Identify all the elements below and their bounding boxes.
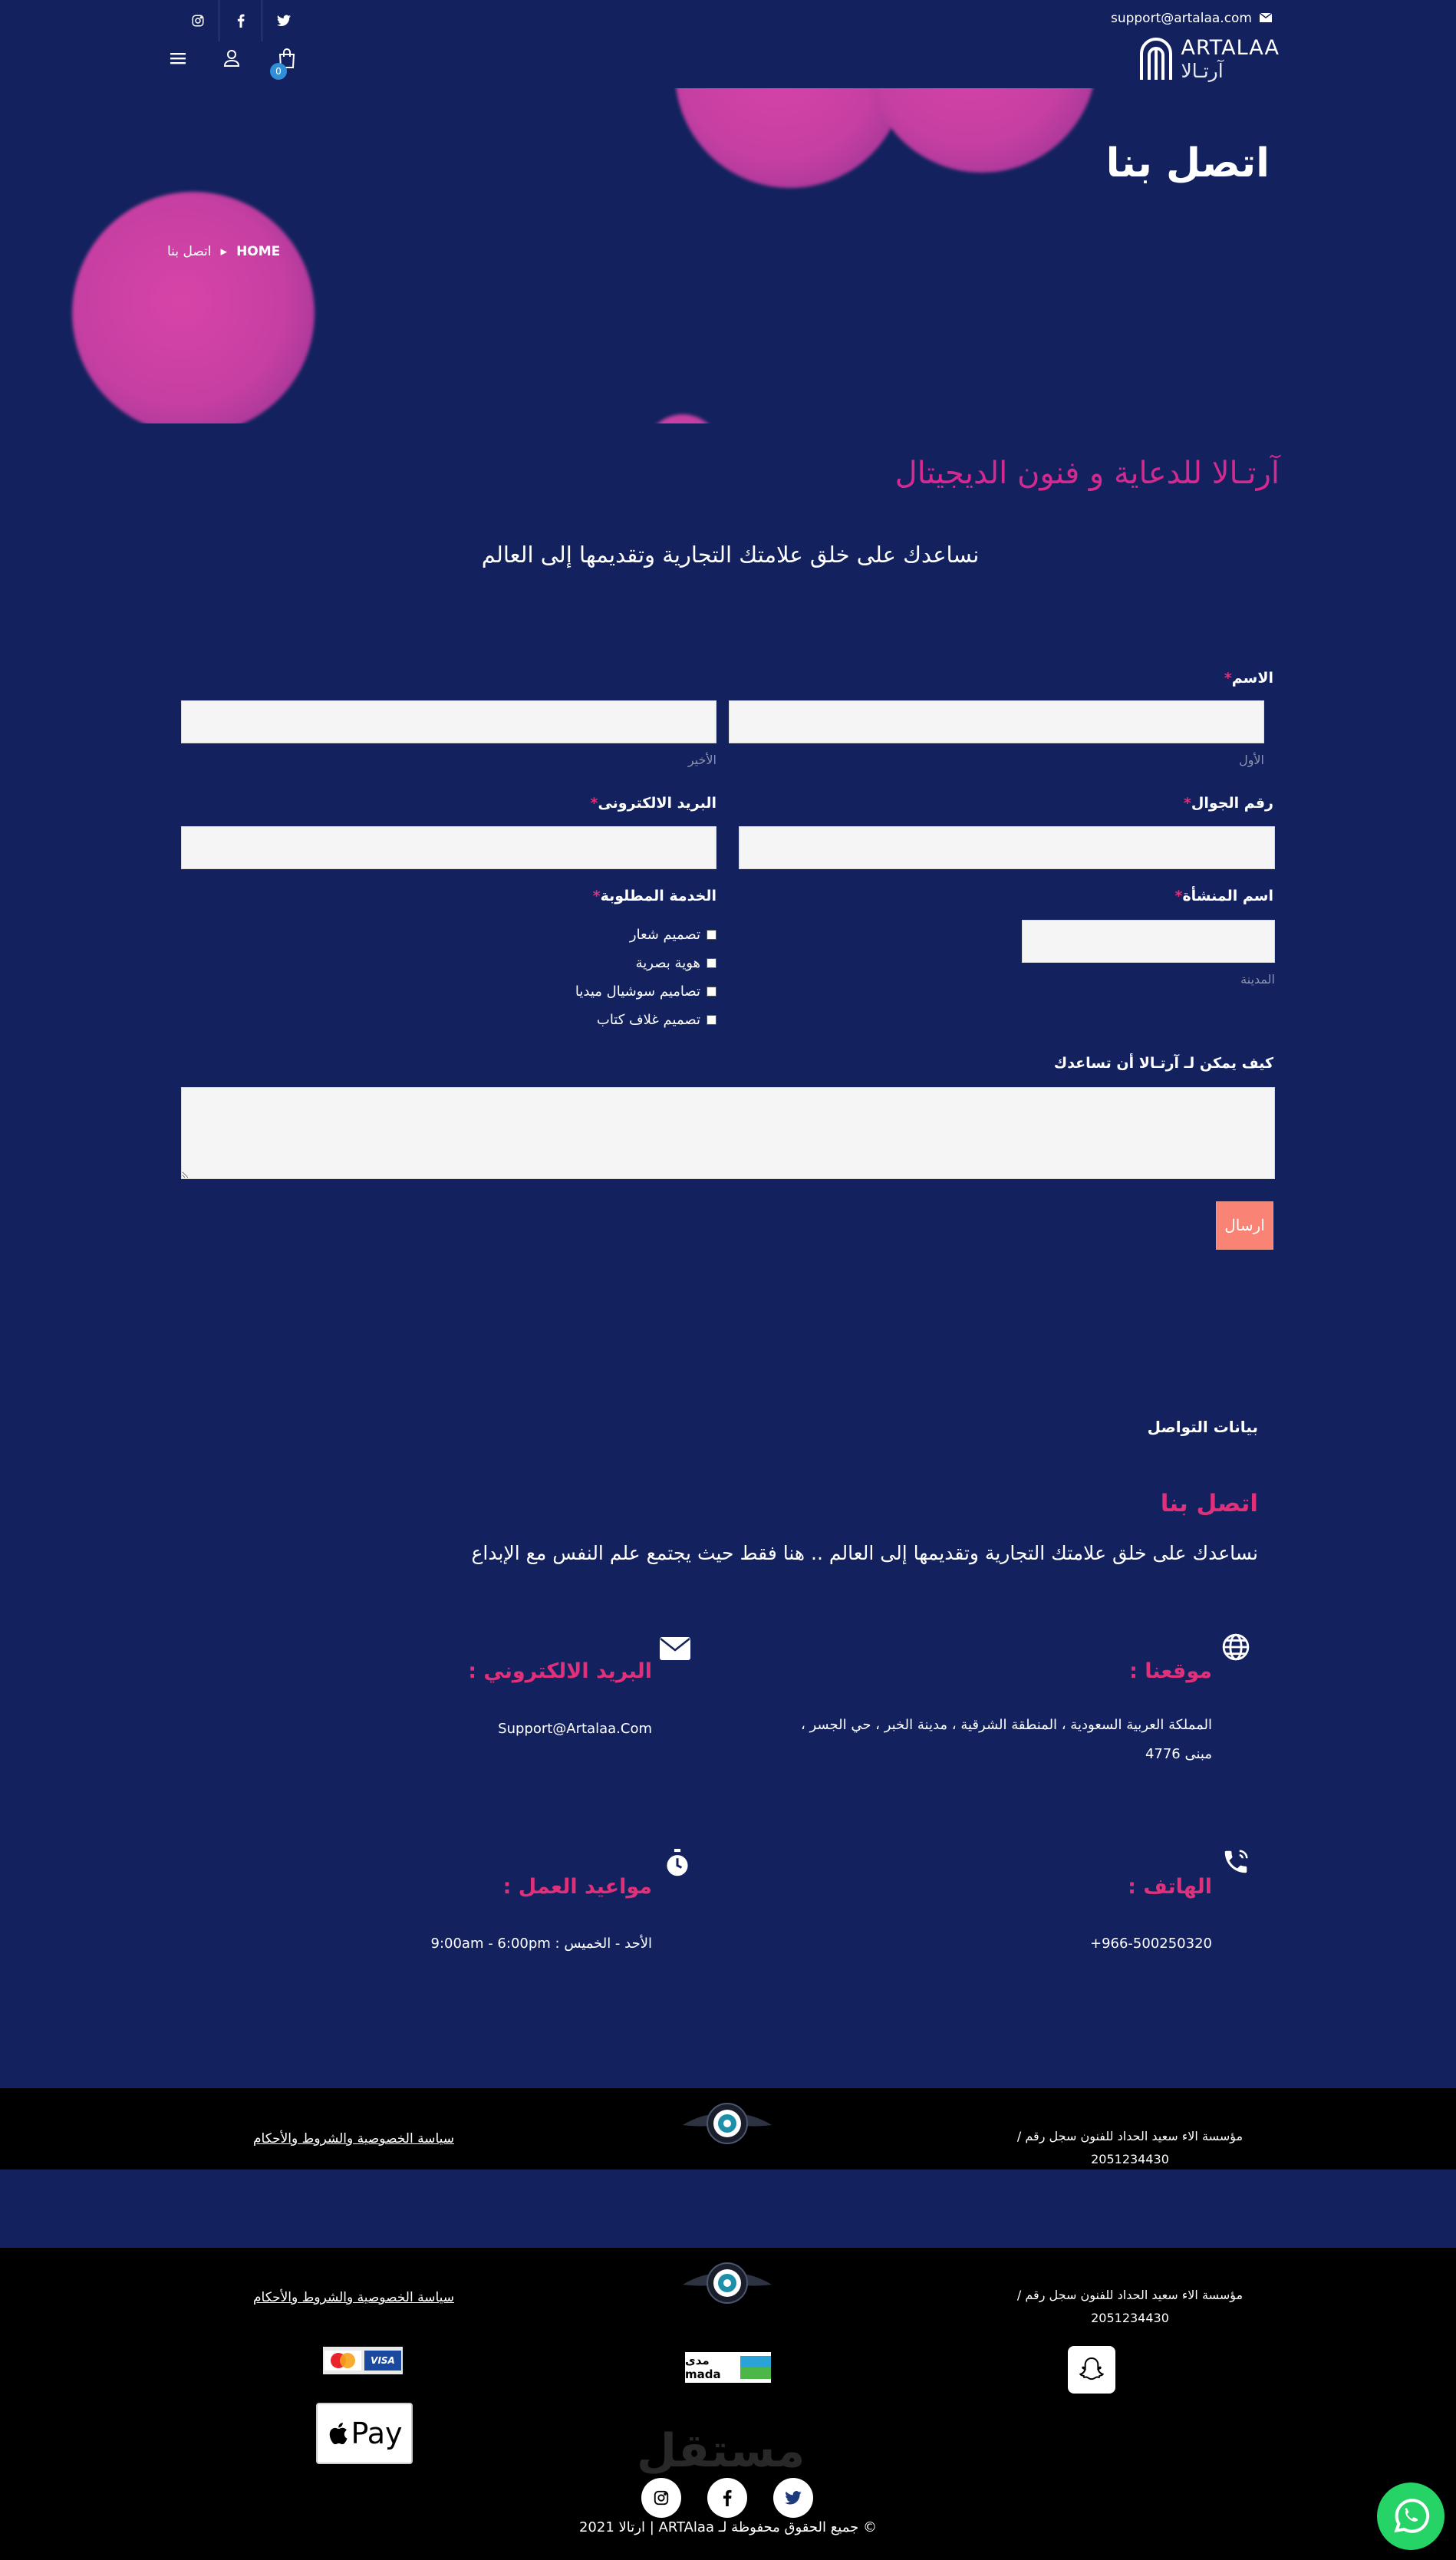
whatsapp-icon — [1390, 2496, 1431, 2537]
cart-count-badge: 0 — [270, 63, 287, 80]
service-label-text: الخدمة المطلوبة — [600, 888, 716, 904]
breadcrumb-current: اتصل بنا — [167, 244, 212, 259]
organization-input[interactable] — [1022, 920, 1275, 963]
mada-stripes-icon — [740, 2356, 771, 2379]
company-info — [1007, 2125, 1253, 2171]
service-option-label: تصاميم سوشيال ميديا — [575, 983, 700, 1000]
hero-blob-4 — [644, 414, 721, 423]
email-label — [586, 795, 716, 812]
copyright: © جميع الحقوق محفوظة لـ ARTAlaa | ارتالا 2021 — [578, 2519, 877, 2535]
email-value[interactable]: Support@Artalaa.Com — [498, 1721, 652, 1737]
apple-pay-text: Pay — [351, 2417, 403, 2450]
contact-title: اتصل بنا — [1160, 1490, 1258, 1517]
checkbox[interactable] — [707, 930, 716, 940]
message-textarea[interactable] — [181, 1087, 1275, 1179]
breadcrumb — [167, 244, 280, 259]
apple-icon — [327, 2420, 348, 2446]
facebook-icon[interactable] — [707, 2478, 747, 2518]
hero-blob-3 — [72, 192, 315, 423]
phone-input[interactable] — [739, 826, 1275, 869]
email-label-text: البريد الالكترونى — [598, 795, 716, 812]
envelope-icon — [1260, 11, 1272, 26]
footer-social-links — [641, 2478, 813, 2518]
page-title: اتصل بنا — [1105, 140, 1270, 186]
footer-emblem-icon — [683, 2262, 772, 2305]
checkbox[interactable] — [707, 1015, 716, 1025]
required-mark: * — [1183, 795, 1191, 812]
support-email-text[interactable]: support@artalaa.com — [1110, 11, 1252, 26]
company-line-2: 2051234430 — [1091, 2152, 1169, 2166]
required-mark: * — [1224, 670, 1232, 687]
name-label-text: الاسم — [1231, 670, 1273, 687]
hours-heading: مواعيد العمل : — [502, 1875, 652, 1899]
company-line-1: مؤسسة الاء سعيد الحداد للفنون سجل رقم / — [1016, 2288, 1244, 2302]
hours-value: الأحد - الخميس : 9:00am - 6:00pm — [430, 1936, 652, 1952]
mada-badge — [685, 2352, 771, 2383]
checkbox[interactable] — [707, 987, 716, 997]
visa-mastercard-badge — [323, 2347, 403, 2374]
service-option-logo[interactable] — [630, 927, 716, 943]
hero-blob-1 — [675, 88, 905, 188]
footer-emblem-icon — [683, 2102, 772, 2145]
whatsapp-button[interactable] — [1377, 2483, 1444, 2550]
organization-label-text: اسم المنشأة — [1182, 888, 1273, 904]
breadcrumb-separator-icon: ▸ — [220, 244, 228, 259]
globe-icon — [1221, 1633, 1250, 1665]
site-logo[interactable] — [1138, 37, 1280, 81]
apple-pay-badge — [316, 2403, 413, 2464]
header-actions — [170, 48, 296, 77]
snapchat-icon — [1076, 2354, 1107, 2385]
cart-button[interactable] — [275, 48, 296, 77]
brand-heading: آرتـالا للدعاية و فنون الديجيتال — [894, 456, 1280, 491]
company-line-1: مؤسسة الاء سعيد الحداد للفنون سجل رقم / — [1016, 2129, 1244, 2143]
menu-icon[interactable] — [170, 52, 186, 68]
snapchat-badge[interactable] — [1068, 2346, 1115, 2394]
logo-text-ar: آرتـالا — [1181, 60, 1224, 82]
service-option-identity[interactable] — [636, 955, 716, 971]
required-mark: * — [1174, 888, 1183, 904]
tagline: نساعدك على خلق علامتك التجارية وتقديمها إلى العالم — [481, 542, 980, 568]
email-heading: البريد الالكتروني : — [468, 1659, 652, 1683]
service-option-label: تصميم شعار — [629, 927, 700, 943]
mostaql-watermark: مستقل — [637, 2424, 805, 2478]
required-mark: * — [590, 795, 598, 812]
send-button[interactable]: ارسال — [1216, 1201, 1273, 1250]
email-input[interactable] — [181, 826, 716, 869]
breadcrumb-home[interactable]: HOME — [236, 244, 281, 259]
company-info — [1007, 2284, 1253, 2330]
phone-icon — [1221, 1847, 1250, 1880]
mada-text: مدى mada — [685, 2354, 721, 2381]
instagram-icon[interactable] — [176, 0, 219, 41]
visa-icon: VISA — [364, 2351, 401, 2371]
logo-mark-icon — [1138, 37, 1174, 81]
help-label: كيف يمكن لـ آرتـالا أن تساعدك — [1053, 1055, 1273, 1072]
service-option-label: تصميم غلاف كتاب — [596, 1012, 700, 1028]
phone-value[interactable]: +966-500250320 — [1089, 1936, 1212, 1952]
support-email[interactable] — [1111, 11, 1272, 26]
facebook-icon[interactable] — [219, 0, 262, 41]
logo-text-en: ARTALAA — [1181, 36, 1280, 60]
organization-label — [1171, 888, 1273, 904]
service-option-social[interactable] — [575, 983, 716, 1000]
twitter-icon[interactable] — [262, 0, 305, 41]
location-line-2: مبنى 4776 — [1145, 1746, 1212, 1762]
phone-label-text: رقم الجوال — [1191, 795, 1273, 812]
first-name-input[interactable] — [729, 700, 1264, 743]
location-line-1: المملكة العربية السعودية ، المنطقة الشرقية ، مدينة الخبر ، حي الجسر ، — [800, 1717, 1212, 1733]
organization-sublabel: المدينة — [1240, 972, 1275, 987]
contact-section-label: بيانات التواصل — [1147, 1418, 1258, 1436]
service-label — [588, 888, 716, 904]
last-name-input[interactable] — [181, 700, 716, 743]
checkbox[interactable] — [707, 958, 716, 968]
envelope-icon — [660, 1637, 690, 1663]
service-option-label: هوية بصرية — [635, 955, 700, 971]
privacy-policy-link[interactable]: سياسة الخصوصية والشروط والأحكام — [253, 2290, 455, 2305]
first-name-sublabel: الأول — [1239, 753, 1264, 767]
mastercard-icon — [324, 2351, 361, 2371]
name-label — [1220, 670, 1273, 687]
contact-description: نساعدك على خلق علامتك التجارية وتقديمها إلى العالم .. هنا فقط حيث يجتمع علم النفس مع الإبداع — [471, 1542, 1258, 1564]
service-option-book-cover[interactable] — [597, 1012, 716, 1028]
last-name-sublabel: الأخير — [687, 753, 716, 767]
phone-heading: الهاتف : — [1128, 1875, 1212, 1899]
twitter-icon[interactable] — [773, 2478, 813, 2518]
privacy-policy-link[interactable]: سياسة الخصوصية والشروط والأحكام — [253, 2131, 455, 2147]
required-mark: * — [592, 888, 601, 904]
instagram-icon[interactable] — [641, 2478, 681, 2518]
header-social-links — [176, 0, 305, 41]
stopwatch-icon — [664, 1849, 690, 1881]
hero-blob-2 — [867, 88, 1097, 173]
user-icon[interactable] — [224, 50, 239, 70]
company-line-2: 2051234430 — [1091, 2311, 1169, 2325]
phone-label — [1179, 795, 1273, 812]
location-heading: موقعنا : — [1129, 1659, 1212, 1683]
